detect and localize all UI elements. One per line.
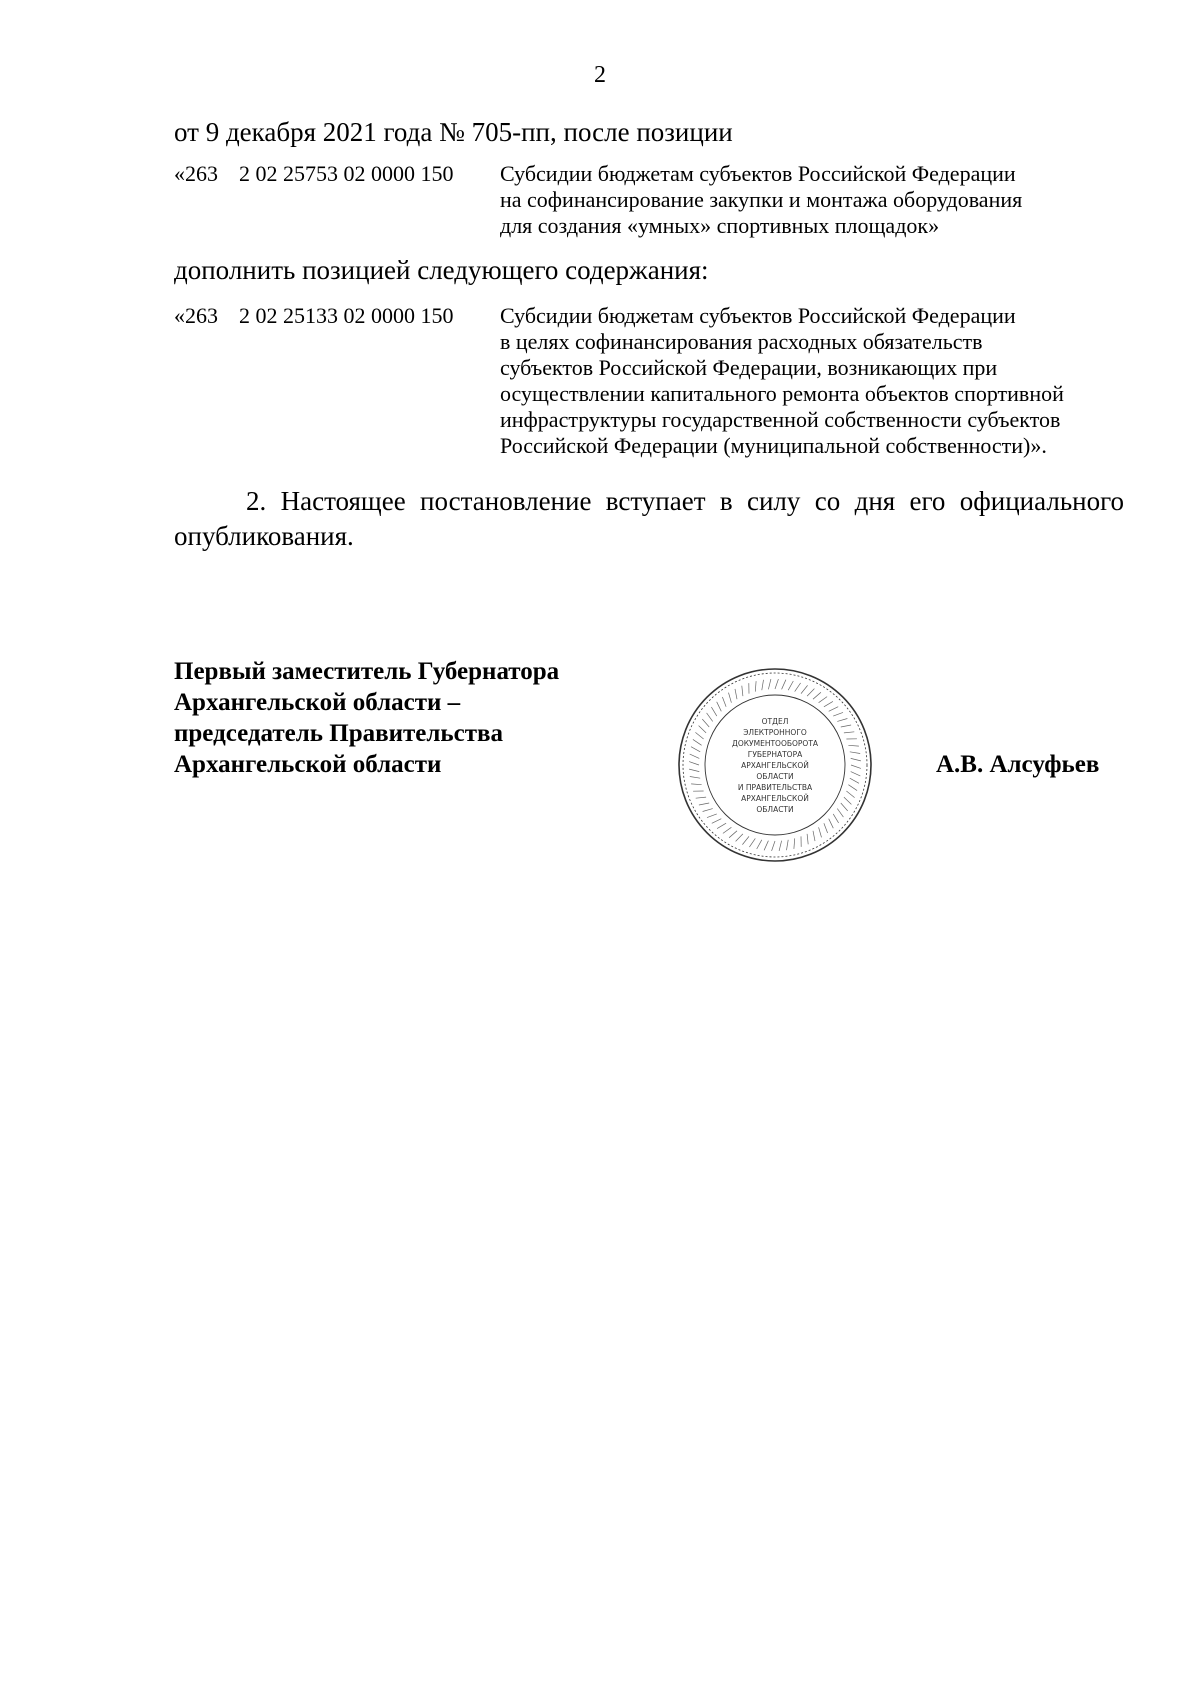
description-line: на софинансирование закупки и монтажа оборудования	[500, 187, 1023, 212]
seal-ring-mark	[850, 752, 860, 754]
seal-ring-mark	[691, 747, 700, 752]
seal-ring-mark	[813, 692, 821, 699]
seal-ring-mark	[851, 765, 861, 768]
seal-ring-mark	[813, 831, 815, 841]
seal-ring-mark	[736, 834, 743, 842]
seal-ring-mark	[788, 681, 793, 690]
description-line: субъектов Российской Федерации, возникающих при	[500, 355, 998, 380]
seal-ring-mark	[829, 707, 839, 712]
seal-ring-mark	[691, 784, 702, 785]
seal-text-line: ОТДЕЛ	[761, 717, 789, 726]
seal-ring-mark	[696, 797, 706, 798]
seal-ring-mark	[703, 809, 713, 812]
seal-ring-mark	[801, 685, 808, 693]
seal-ring-mark	[795, 683, 801, 692]
seal-ring-mark	[707, 713, 713, 722]
seal-ring-mark	[819, 697, 828, 703]
seal-ring-mark	[841, 725, 851, 727]
seal-ring-mark	[824, 823, 828, 833]
official-seal	[675, 665, 875, 865]
seal-ring-mark	[782, 680, 786, 690]
seal-ring-mark	[717, 823, 726, 828]
seal-ring-mark	[851, 772, 861, 776]
seal-text-line: ГУБЕРНАТОРА	[747, 750, 803, 759]
description-line: для создания «умных» спортивных площадок»	[500, 213, 940, 238]
signatory-title-line: Первый заместитель Губернатора	[174, 658, 560, 685]
description-line: осуществлении капитального ремонта объектов спортивной	[500, 381, 1064, 406]
seal-ring-mark	[689, 769, 699, 772]
seal-ring-mark	[833, 814, 838, 823]
seal-text-line: АРХАНГЕЛЬСКОЙ	[741, 761, 809, 770]
intro-line: от 9 декабря 2021 года № 705-пп, после позиции	[174, 117, 733, 147]
seal-ring-mark	[844, 797, 852, 804]
seal-ring-mark	[735, 689, 737, 699]
seal-ring-mark	[794, 838, 795, 849]
description-line: в целях софинансирования расходных обязательств	[500, 329, 983, 354]
position-1-description	[500, 161, 1022, 239]
seal-ring-mark	[841, 803, 848, 811]
signatory-name: А.В. Алсуфьев	[936, 751, 1100, 778]
seal-ring-mark	[702, 719, 709, 727]
seal-ring-mark	[848, 785, 857, 791]
seal-ring-mark	[779, 841, 782, 851]
description-line: Субсидии бюджетам субъектов Российской Федерации	[500, 303, 1016, 328]
position-1-open-quote: «263	[174, 161, 218, 186]
seal-ring-mark	[749, 838, 755, 847]
seal-ring-mark	[850, 778, 859, 783]
seal-ring-mark	[768, 679, 771, 689]
description-line: Российской Федерации (муниципальной собственности)».	[500, 433, 1047, 458]
seal-ring-mark	[833, 712, 843, 716]
seal-ring-mark	[772, 841, 775, 851]
seal-text-line: ЭЛЕКТРОННОГО	[743, 728, 807, 737]
seal-ring-mark	[807, 689, 814, 697]
seal-ring-mark	[764, 841, 768, 851]
seal-ring-mark	[690, 777, 700, 779]
page-number: 2	[594, 62, 606, 88]
seal-ring-mark	[712, 819, 722, 824]
seal-ring-mark	[775, 679, 778, 689]
seal-ring-mark	[690, 754, 700, 758]
seal-ring-mark	[707, 814, 717, 818]
description-line: инфраструктуры государственной собственности субъектов	[500, 407, 1061, 432]
clause-2: 2. Настоящее постановление вступает в силу со дня его официального опубликования.	[174, 486, 1124, 551]
seal-text-line: И ПРАВИТЕЛЬСТВА	[737, 783, 813, 792]
seal-ring-mark	[848, 745, 859, 746]
seal-ring-mark	[699, 726, 707, 733]
seal-text-line: АРХАНГЕЛЬСКОЙ	[741, 794, 809, 803]
seal-ring-mark	[699, 803, 709, 805]
seal-ring-mark	[695, 732, 703, 739]
seal-text-line: ДОКУМЕНТООБОРОТА	[731, 739, 819, 748]
description-line: Субсидии бюджетам субъектов Российской Федерации	[500, 161, 1016, 186]
seal-ring-mark	[837, 719, 847, 722]
seal-ring-mark	[824, 701, 833, 706]
signatory-title-line: Архангельской области –	[174, 689, 461, 716]
position-1-code: 2 02 25753 02 0000 150	[239, 161, 454, 186]
seal-ring-mark	[717, 702, 722, 712]
seal-ring-mark	[844, 732, 854, 733]
seal-ring-mark	[742, 686, 743, 696]
seal-ring-mark	[689, 762, 699, 765]
seal-text-line: ОБЛАСТИ	[756, 805, 794, 814]
supplement-line: дополнить позицией следующего содержания:	[174, 255, 709, 285]
seal-ring-mark	[729, 831, 737, 838]
position-2-code: 2 02 25133 02 0000 150	[239, 303, 454, 328]
seal-ring-mark	[693, 739, 702, 745]
seal-ring-mark	[829, 819, 834, 829]
seal-ring-mark	[711, 707, 716, 716]
seal-ring-mark	[787, 840, 789, 850]
seal-ring-mark	[819, 827, 822, 837]
seal-ring-mark	[757, 840, 762, 849]
seal-ring-mark	[762, 680, 764, 690]
signatory-title-line: председатель Правительства	[174, 720, 504, 747]
seal-ring-mark	[851, 758, 861, 761]
seal-ring-mark	[755, 681, 756, 692]
seal-ring-mark	[742, 836, 749, 844]
seal-ring-mark	[723, 827, 732, 833]
seal-ring-mark	[722, 697, 726, 707]
signatory-title	[174, 656, 559, 780]
seal-ring-mark	[846, 791, 854, 798]
seal-ring-mark	[729, 693, 732, 703]
signatory-title-line: Архангельской области	[174, 751, 442, 778]
position-2-description	[500, 303, 1064, 459]
position-2-open-quote: «263	[174, 303, 218, 328]
seal-text-line: ОБЛАСТИ	[756, 772, 794, 781]
seal-ring-mark	[837, 809, 843, 818]
seal-ring-mark	[807, 834, 808, 844]
